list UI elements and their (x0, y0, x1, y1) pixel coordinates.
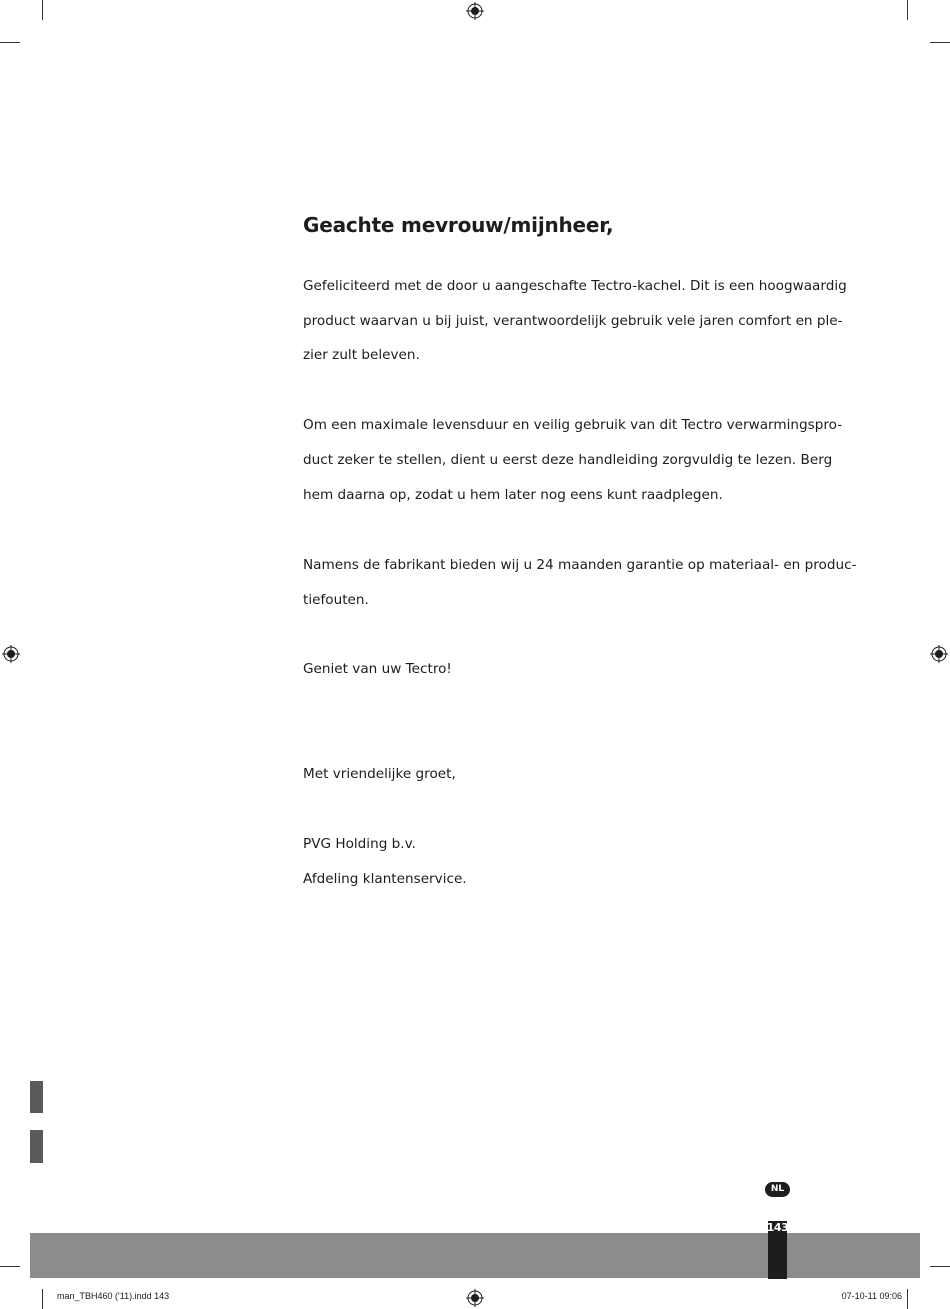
letter-line: product waarvan u bij juist, verantwoordelijk gebruik vele jaren comfort en ple- (303, 313, 843, 329)
letter-line: Namens de fabrikant bieden wij u 24 maanden garantie op materiaal- en produc- (303, 557, 857, 573)
letter-closing: Met vriendelijke groet, (303, 766, 456, 782)
crop-mark (42, 1289, 43, 1309)
letter-line: Gefeliciteerd met de door u aangeschafte Tectro-kachel. Dit is een hoogwaardig (303, 278, 847, 294)
side-tab (30, 1081, 43, 1113)
registration-mark-icon (466, 2, 484, 20)
crop-mark (930, 1266, 950, 1267)
letter-signature-company: PVG Holding b.v. (303, 836, 416, 852)
letter-line: tiefouten. (303, 592, 369, 608)
registration-mark-icon (466, 1289, 484, 1307)
registration-mark-icon (2, 645, 20, 663)
crop-mark (907, 0, 908, 20)
letter-heading: Geachte mevrouw/mijnheer, (303, 213, 614, 237)
side-tab (30, 1130, 43, 1163)
crop-mark (0, 1266, 20, 1267)
crop-mark (930, 42, 950, 43)
letter-line: duct zeker te stellen, dient u eerst deze handleiding zorgvuldig te lezen. Berg (303, 452, 833, 468)
letter-signature-department: Afdeling klantenservice. (303, 871, 467, 887)
letter-line: Geniet van uw Tectro! (303, 661, 452, 677)
slug-file: man_TBH460 ('11).indd 143 (57, 1291, 170, 1301)
crop-mark (42, 0, 43, 20)
crop-mark (907, 1289, 908, 1309)
slug-date: 07-10-11 09:06 (841, 1291, 902, 1301)
letter-line: zier zult beleven. (303, 347, 420, 363)
letter-line: Om een maximale levensduur en veilig gebruik van dit Tectro verwarmingspro- (303, 417, 843, 433)
page-number: 143 (766, 1221, 789, 1234)
language-badge: NL (765, 1182, 790, 1197)
letter-line: hem daarna op, zodat u hem later nog eens kunt raadplegen. (303, 487, 723, 503)
registration-mark-icon (930, 645, 948, 663)
crop-mark (0, 42, 20, 43)
